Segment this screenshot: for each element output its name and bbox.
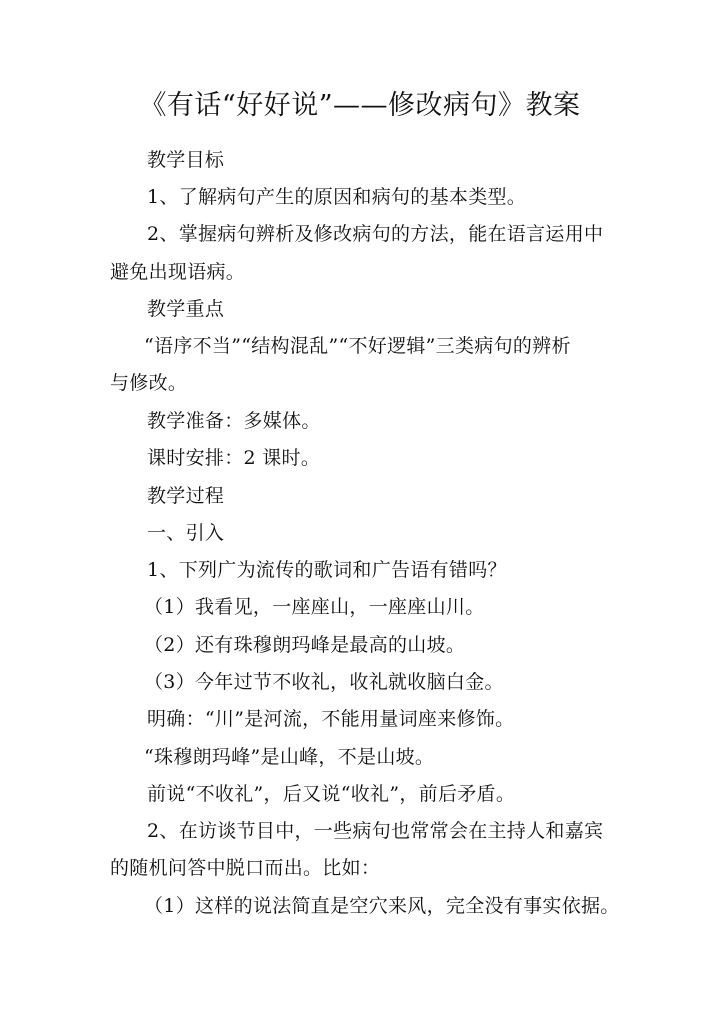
paragraph-line: 课时安排：2 课时。 [147,447,321,469]
paragraph-line: “语序不当”“结构混乱”“不好逻辑”三类病句的辨析 [144,335,571,357]
paragraph-line: 1、了解病句产生的原因和病句的基本类型。 [147,186,527,208]
section-heading-objectives: 教学目标 [147,149,225,171]
list-item: （1）我看见，一座座山，一座座山川。 [144,596,485,618]
paragraph-line: “珠穆朗玛峰”是山峰，不是山坡。 [144,746,435,768]
list-item: （2）还有珠穆朗玛峰是最高的山坡。 [144,634,466,656]
paragraph-line: 的随机问答中脱口而出。比如： [110,857,381,879]
list-item: （3）今年过节不收礼，收礼就收脑白金。 [144,671,504,693]
paragraph-line: 教学准备：多媒体。 [147,410,321,432]
list-item: （1）这样的说法简直是空穴来风，完全没有事实依据。 [144,895,620,917]
paragraph-line: 2、掌握病句辨析及修改病句的方法，能在语言运用中 [147,223,604,245]
paragraph-line: 前说“不收礼”，后又说“收礼”，前后矛盾。 [147,783,516,805]
paragraph-line: 1、下列广为流传的歌词和广告语有错吗？ [147,559,507,581]
subsection-heading: 一、引入 [147,522,225,544]
section-heading-process: 教学过程 [147,485,225,507]
paragraph-line: 明确：“川”是河流，不能用量词座来修饰。 [147,708,515,730]
paragraph-line: 2、在访谈节目中，一些病句也常常会在主持人和嘉宾 [147,820,604,842]
section-heading-focus: 教学重点 [147,298,225,320]
paragraph-line: 与修改。 [110,372,188,394]
paragraph-line: 避免出现语病。 [110,261,246,283]
document-title: 《有话“好好说”——修改病句》教案 [139,90,581,121]
